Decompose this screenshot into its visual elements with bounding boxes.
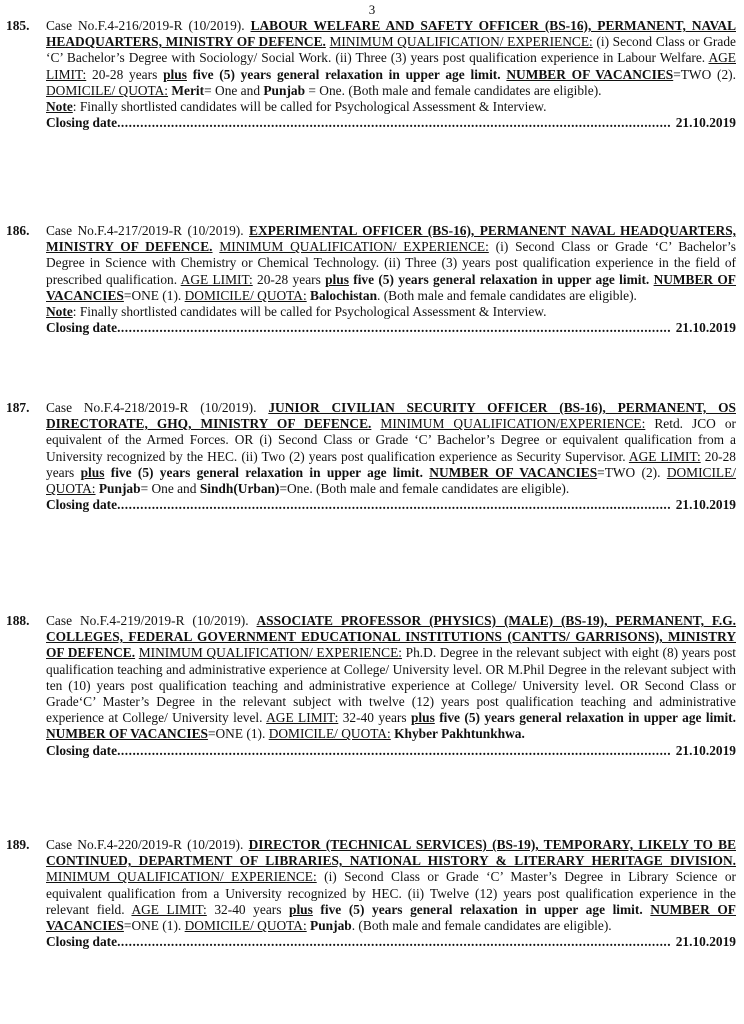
qualification-label: MINIMUM QUALIFICATION/ EXPERIENCE: bbox=[329, 34, 593, 50]
case-number: Case No.F.4-220/2019-R (10/2019). bbox=[46, 837, 244, 852]
closing-date-row bbox=[46, 934, 736, 950]
note-line bbox=[46, 99, 736, 115]
age-limit-label: AGE LIMIT: bbox=[180, 271, 253, 287]
closing-date-value: 21.10.2019 bbox=[675, 115, 736, 131]
vacancies-value: =TWO (2). bbox=[597, 464, 661, 480]
case-entry bbox=[6, 18, 736, 131]
case-number: Case No.F.4-216/2019-R (10/2019). bbox=[46, 18, 245, 33]
vacancies-label: NUMBER OF VACANCIES bbox=[429, 464, 598, 480]
relaxation-text: five (5) years general relaxation in upper age limit. bbox=[439, 710, 736, 726]
domicile-value: Punjab. (Both male and female candidates are eligible). bbox=[310, 918, 612, 934]
entry-body bbox=[46, 837, 736, 950]
vacancies-value: =ONE (1). bbox=[207, 726, 266, 742]
entry-number: 186. bbox=[6, 223, 30, 238]
age-limit-value: 20-28 years bbox=[46, 448, 736, 480]
case-number: Case No.F.4-219/2019-R (10/2019). bbox=[46, 613, 249, 628]
case-entry bbox=[6, 837, 736, 950]
closing-date-row bbox=[46, 115, 736, 131]
age-limit-value: 20-28 years bbox=[92, 66, 158, 82]
leader-dots bbox=[117, 497, 670, 513]
closing-date-label: Closing date bbox=[46, 934, 118, 950]
plus-text: plus bbox=[325, 271, 349, 287]
page-number: 3 bbox=[368, 2, 376, 17]
domicile-value: Merit= One and Punjab = One. (Both male and female candidates are eligible). bbox=[171, 82, 602, 98]
closing-date-label: Closing date bbox=[46, 742, 118, 758]
note-line bbox=[46, 304, 736, 320]
closing-date-row bbox=[46, 497, 736, 513]
closing-date-label: Closing date bbox=[46, 320, 118, 336]
leader-dots bbox=[117, 115, 670, 131]
entry-number: 187. bbox=[6, 400, 30, 415]
relaxation-text: five (5) years general relaxation in upper age limit. bbox=[353, 271, 650, 287]
entry-description bbox=[46, 400, 736, 497]
qualification-text: Retd. JCO or equivalent of the Armed Forces. OR (i) Second Class or Grade ‘C’ Bachelor’s Degree or equivalent qualification from a University recognized by the HEC. (ii) Two (2) years post qualification experience as Security Supervisor. bbox=[46, 416, 736, 464]
closing-date-label: Closing date bbox=[46, 115, 118, 131]
age-limit-label: AGE LIMIT: bbox=[46, 50, 736, 82]
note-label: Note bbox=[46, 304, 73, 320]
post-title: JUNIOR CIVILIAN SECURITY OFFICER (BS-16), PERMANENT, OS DIRECTORATE, GHQ, MINISTRY OF DEFENCE. bbox=[46, 400, 736, 432]
entry-description bbox=[46, 837, 736, 934]
domicile-label: DOMICILE/ QUOTA: bbox=[268, 726, 391, 742]
case-entry bbox=[6, 613, 736, 759]
leader-dots bbox=[117, 743, 670, 759]
vacancies-value: =ONE (1). bbox=[123, 918, 182, 934]
closing-date-value: 21.10.2019 bbox=[675, 320, 736, 336]
note-text: : Finally shortlisted candidates will be called for Psychological Assessment & Interview. bbox=[72, 99, 547, 115]
post-title: ASSOCIATE PROFESSOR (PHYSICS) (MALE) (BS-19), PERMANENT, F.G. COLLEGES, FEDERAL GOVERNMENT EDUCATIONAL INSTITUTIONS (CANTTS/ GARRISONS), MINISTRY OF DEFENCE. bbox=[46, 613, 736, 661]
age-limit-label: AGE LIMIT: bbox=[628, 448, 701, 464]
post-title: LABOUR WELFARE AND SAFETY OFFICER (BS-16), PERMANENT, NAVAL HEADQUARTERS, MINISTRY OF DEFENCE. bbox=[46, 18, 736, 50]
qualification-text: (i) Second Class or Grade ‘C’ Bachelor’s Degree in Science with Chemistry or Chemical Technology. (ii) Three (3) years post qualification experience in the field of prescribed qualification. bbox=[46, 239, 736, 287]
plus-text: plus bbox=[163, 66, 187, 82]
note-label: Note bbox=[46, 99, 73, 115]
age-limit-label: AGE LIMIT: bbox=[266, 710, 339, 726]
closing-date-value: 21.10.2019 bbox=[675, 934, 736, 950]
entry-number: 189. bbox=[6, 837, 30, 852]
qualification-label: MINIMUM QUALIFICATION/EXPERIENCE: bbox=[380, 416, 646, 432]
closing-date-row bbox=[46, 320, 736, 336]
domicile-value: Khyber Pakhtunkhwa. bbox=[394, 726, 525, 742]
age-limit-label: AGE LIMIT: bbox=[131, 901, 207, 917]
vacancies-label: NUMBER OF VACANCIES bbox=[46, 271, 736, 303]
age-limit-value: 20-28 years bbox=[257, 271, 321, 287]
closing-date-value: 21.10.2019 bbox=[675, 497, 736, 513]
case-number: Case No.F.4-217/2019-R (10/2019). bbox=[46, 223, 244, 238]
qualification-label: MINIMUM QUALIFICATION/ EXPERIENCE: bbox=[138, 645, 402, 661]
entry-number: 188. bbox=[6, 613, 30, 628]
vacancies-label: NUMBER OF VACANCIES bbox=[46, 726, 208, 742]
qualification-text: (i) Second Class or Grade ‘C’ Master’s Degree in Library Science or equivalent qualification from a University recognized by HEC. (ii) Twelve (12) years post qualification experience in the relevant field. bbox=[46, 869, 736, 917]
entry-description bbox=[46, 18, 736, 99]
closing-date-row bbox=[46, 743, 736, 759]
leader-dots bbox=[117, 934, 670, 950]
domicile-label: DOMICILE/ QUOTA: bbox=[184, 287, 307, 303]
entry-description bbox=[46, 223, 736, 304]
qualification-text: (i) Second Class or Grade ‘C’ Bachelor’s Degree with Sociology/ Social Work. (ii) Three (3) years post qualification experience in Labour Welfare. bbox=[46, 34, 736, 66]
domicile-label: DOMICILE/ QUOTA: bbox=[46, 464, 737, 497]
vacancies-label: NUMBER OF VACANCIES bbox=[46, 901, 736, 934]
plus-text: plus bbox=[410, 710, 435, 726]
vacancies-value: =TWO (2). bbox=[673, 66, 736, 82]
domicile-label: DOMICILE/ QUOTA: bbox=[184, 918, 307, 934]
closing-date-label: Closing date bbox=[46, 497, 118, 513]
age-limit-value: 32-40 years bbox=[214, 901, 282, 917]
plus-text: plus bbox=[80, 464, 105, 480]
post-title: DIRECTOR (TECHNICAL SERVICES) (BS-19), TEMPORARY, LIKELY TO BE CONTINUED, DEPARTMENT OF LIBRARIES, NATIONAL HISTORY & LITERARY HERITAGE DIVISION. bbox=[46, 837, 736, 869]
entry-body bbox=[46, 613, 736, 759]
case-entry bbox=[6, 400, 736, 513]
entry-body bbox=[46, 18, 736, 131]
entry-body bbox=[46, 400, 736, 513]
note-text: : Finally shortlisted candidates will be called for Psychological Assessment & Interview. bbox=[72, 304, 547, 320]
domicile-value: Punjab= One and Sindh(Urban)=One. (Both male and female candidates are eligible). bbox=[98, 481, 570, 497]
qualification-label: MINIMUM QUALIFICATION/ EXPERIENCE: bbox=[46, 869, 317, 885]
entry-description bbox=[46, 613, 736, 743]
domicile-value: Balochistan. (Both male and female candidates are eligible). bbox=[310, 287, 637, 303]
case-entry bbox=[6, 223, 736, 336]
entry-body bbox=[46, 223, 736, 336]
relaxation-text: five (5) years general relaxation in upper age limit. bbox=[110, 464, 423, 480]
case-number: Case No.F.4-218/2019-R (10/2019). bbox=[46, 400, 257, 415]
vacancies-label: NUMBER OF VACANCIES bbox=[506, 66, 674, 82]
qualification-text: Ph.D. Degree in the relevant subject with eight (8) years post qualification teaching and administrative experience at College/ University level. OR M.Phil Degree in the relevant subject with ten (10) years post qualification teaching and administrative experience at College/ University level. OR Second Class or Grade‘C’ Master’s Degree in the relevant subject with twelve (12) years post qualification teaching and administrative experience at College/ University level. bbox=[46, 645, 736, 726]
entry-number: 185. bbox=[6, 18, 30, 33]
leader-dots bbox=[117, 320, 670, 336]
closing-date-value: 21.10.2019 bbox=[675, 742, 736, 758]
relaxation-text: five (5) years general relaxation in upper age limit. bbox=[192, 66, 501, 82]
vacancies-value: =ONE (1). bbox=[123, 287, 182, 303]
post-title: EXPERIMENTAL OFFICER (BS-16), PERMANENT NAVAL HEADQUARTERS, MINISTRY OF DEFENCE. bbox=[46, 223, 736, 255]
qualification-label: MINIMUM QUALIFICATION/ EXPERIENCE: bbox=[219, 239, 489, 255]
domicile-label: DOMICILE/ QUOTA: bbox=[46, 82, 169, 98]
plus-text: plus bbox=[289, 901, 313, 917]
age-limit-value: 32-40 years bbox=[342, 710, 407, 726]
relaxation-text: five (5) years general relaxation in upper age limit. bbox=[320, 901, 643, 917]
